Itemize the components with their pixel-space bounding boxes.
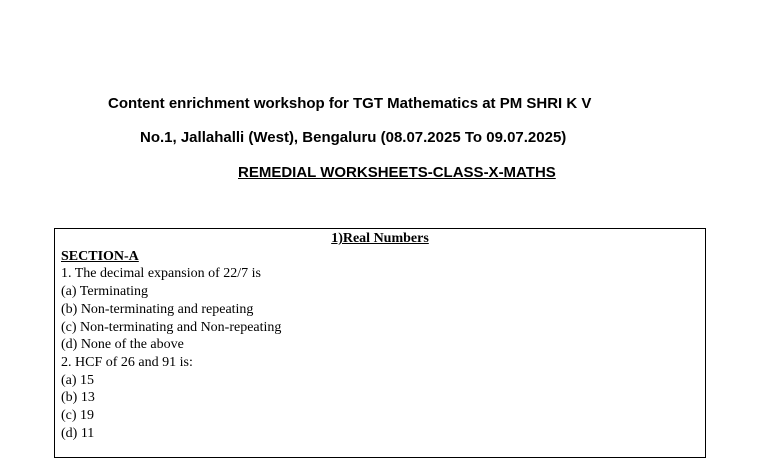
workshop-title-line-2: No.1, Jallahalli (West), Bengaluru (08.07.2025 To 09.07.2025) bbox=[140, 129, 567, 146]
worksheet-box bbox=[54, 228, 706, 458]
option-b: (b) 13 bbox=[61, 390, 95, 406]
chapter-title: 1)Real Numbers bbox=[331, 231, 429, 246]
question-1 bbox=[55, 265, 705, 354]
section-title: SECTION-A bbox=[61, 248, 139, 264]
workshop-title-line-1: Content enrichment workshop for TGT Mathematics at PM SHRI K V bbox=[108, 95, 592, 112]
question-text: 1. The decimal expansion of 22/7 is bbox=[61, 266, 261, 282]
option-d: (d) 11 bbox=[61, 425, 95, 441]
option-c: (c) Non-terminating and Non-repeating bbox=[61, 319, 282, 335]
option-b: (b) Non-terminating and repeating bbox=[61, 301, 254, 317]
option-c: (c) 19 bbox=[61, 408, 95, 424]
option-a: (a) Terminating bbox=[61, 284, 149, 300]
question-2 bbox=[55, 354, 705, 443]
option-a: (a) 15 bbox=[61, 372, 95, 388]
option-d: (d) None of the above bbox=[61, 337, 184, 353]
question-text: 2. HCF of 26 and 91 is: bbox=[61, 354, 193, 370]
worksheet-title: REMEDIAL WORKSHEETS-CLASS-X-MATHS bbox=[238, 164, 556, 181]
